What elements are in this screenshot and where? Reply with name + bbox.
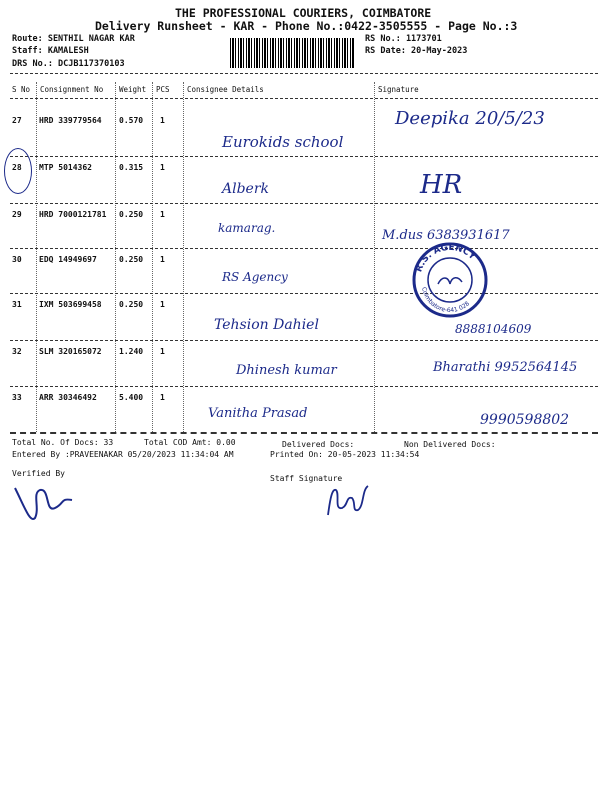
row-weight: 0.250: [119, 255, 144, 264]
row-weight: 5.400: [119, 393, 144, 402]
row-consignment: HRD 339779564: [39, 116, 102, 125]
staff: Staff: KAMALESH: [12, 46, 89, 56]
row-consignee: Tehsion Dahiel: [214, 317, 319, 333]
row-sno: 27: [12, 116, 22, 125]
row-sno: 28: [12, 163, 22, 172]
column-rule: [36, 82, 37, 432]
row-consignee: kamarag.: [218, 221, 276, 235]
staff-signature-label: Staff Signature: [270, 474, 343, 483]
row-sno: 33: [12, 393, 22, 402]
column-rule: [374, 82, 375, 432]
staff-signature-icon: [322, 480, 372, 525]
total-cod: Total COD Amt: 0.00: [144, 438, 236, 447]
column-rule: [152, 82, 153, 432]
total-docs: Total No. Of Docs: 33: [12, 438, 114, 447]
svg-text:R.S. AGENCY: R.S. AGENCY: [414, 242, 478, 274]
row-consignee: Dhinesh kumar: [236, 363, 337, 378]
row-pcs: 1: [160, 300, 165, 309]
row-signature: HR: [420, 170, 463, 200]
divider: [10, 98, 598, 99]
col-pcs: PCS: [156, 85, 170, 94]
printed-on: Printed On: 20-05-2023 11:34:54: [270, 450, 420, 459]
row-divider: [10, 203, 598, 204]
row-divider: [10, 340, 598, 341]
company-title: THE PROFESSIONAL COURIERS, COIMBATORE: [175, 6, 432, 20]
row-signature: M.dus 6383931617: [382, 228, 510, 243]
table-bottom-divider: [10, 432, 598, 434]
col-weight: Weight: [119, 85, 147, 94]
row-sno: 31: [12, 300, 22, 309]
row-consignment: ARR 30346492: [39, 393, 97, 402]
row-divider: [10, 293, 598, 294]
row-signature: Deepika 20/5/23: [395, 108, 545, 129]
row-signature: Bharathi 9952564145: [433, 360, 578, 375]
rs-date: RS Date: 20-May-2023: [365, 46, 468, 56]
row-consignee: Vanitha Prasad: [208, 406, 308, 421]
row-consignment: SLM 320165072: [39, 347, 102, 356]
agency-stamp-icon: [410, 240, 490, 320]
row-consignment: HRD 7000121781: [39, 210, 107, 219]
row-consignee: RS Agency: [222, 270, 288, 284]
row-pcs: 1: [160, 210, 165, 219]
svg-text:Coimbatore-641 028: Coimbatore-641 028: [420, 286, 471, 315]
row-pcs: 1: [160, 347, 165, 356]
col-consignee: Consignee Details: [187, 85, 264, 94]
row-sno: 32: [12, 347, 22, 356]
row-divider: [10, 386, 598, 387]
row-consignment: EDQ 14949697: [39, 255, 97, 264]
row-signature: 8888104609: [455, 322, 532, 336]
route: Route: SENTHIL NAGAR KAR: [12, 34, 135, 44]
column-rule: [115, 82, 116, 432]
verifier-signature-icon: [10, 478, 80, 538]
row-pcs: 1: [160, 255, 165, 264]
row-weight: 0.570: [119, 116, 144, 125]
drs-number: DRS No.: DCJB117370103: [12, 59, 125, 69]
col-sno: S No: [12, 85, 31, 94]
delivered-docs: Delivered Docs:: [282, 440, 355, 449]
row-consignment: MTP 5014362: [39, 163, 92, 172]
verified-by: Verified By: [12, 469, 65, 478]
row-divider: [10, 248, 598, 249]
divider: [10, 73, 598, 74]
row-pcs: 1: [160, 393, 165, 402]
non-delivered-docs: Non Delivered Docs:: [404, 440, 496, 449]
row-sno: 29: [12, 210, 22, 219]
row-divider: [10, 156, 598, 157]
col-signature: Signature: [378, 85, 419, 94]
row-weight: 0.250: [119, 300, 144, 309]
row-sno: 30: [12, 255, 22, 264]
runsheet-title: Delivery Runsheet - KAR - Phone No.:0422-3505555 - Page No.:3: [95, 19, 518, 33]
barcode: [230, 38, 355, 68]
row-signature: 9990598802: [480, 412, 570, 428]
row-consignee: Alberk: [222, 181, 270, 197]
row-weight: 0.250: [119, 210, 144, 219]
col-consignment: Consignment No: [40, 85, 104, 94]
row-weight: 0.315: [119, 163, 144, 172]
row-weight: 1.240: [119, 347, 144, 356]
row-consignee: Eurokids school: [222, 133, 344, 151]
rs-number: RS No.: 1173701: [365, 34, 442, 44]
entered-by: Entered By :PRAVEENAKAR 05/20/2023 11:34:04 AM: [12, 450, 234, 459]
column-rule: [183, 82, 184, 432]
row-pcs: 1: [160, 163, 165, 172]
row-consignment: IXM 503699458: [39, 300, 102, 309]
row-pcs: 1: [160, 116, 165, 125]
